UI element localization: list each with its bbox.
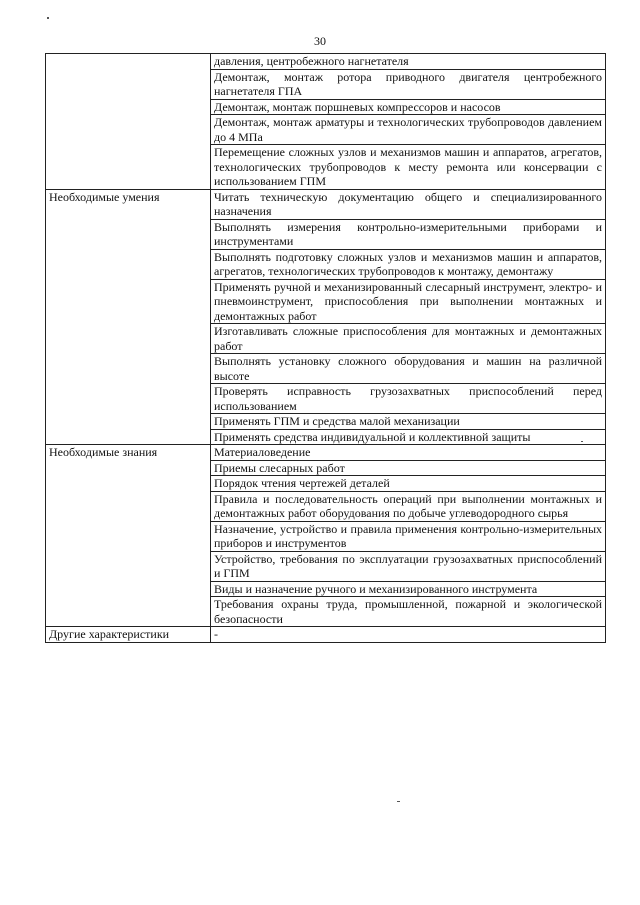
other-characteristics-value: - — [211, 627, 606, 643]
page-number: 30 — [314, 34, 326, 48]
list-item: Читать техническую документацию общего и специализированного назначения — [211, 189, 606, 219]
list-item: Применять ручной и механизированный слесарный инструмент, электро- и пневмоинструмент, приспособления при выполнении монтажных и демонтажных работ — [211, 279, 606, 324]
list-item: Применять ГПМ и средства малой механизации — [211, 414, 606, 430]
list-item: Правила и последовательность операций при выполнении монтажных и демонтажных работ оборудования по добыче углеводородного сырья — [211, 491, 606, 521]
empty-label-cell — [46, 54, 211, 190]
table-row — [46, 445, 606, 461]
list-item: Приемы слесарных работ — [211, 460, 606, 476]
other-characteristics-label: Другие характеристики — [46, 627, 211, 643]
table-row — [46, 627, 606, 643]
list-item: Виды и назначение ручного и механизированного инструмента — [211, 581, 606, 597]
knowledge-label: Необходимые знания — [46, 445, 211, 627]
list-item: Назначение, устройство и правила применения контрольно-измерительных приборов и инструментов — [211, 521, 606, 551]
list-item: Демонтаж, монтаж поршневых компрессоров и насосов — [211, 99, 606, 115]
list-item: Материаловедение — [211, 445, 606, 461]
list-item: Применять средства индивидуальной и коллективной защиты — [211, 429, 606, 445]
list-item: Выполнять подготовку сложных узлов и механизмов машин и аппаратов, агрегатов, технологических трубопроводов к монтажу, демонтажу — [211, 249, 606, 279]
list-item: Выполнять измерения контрольно-измерительными приборами и инструментами — [211, 219, 606, 249]
list-item: Порядок чтения чертежей деталей — [211, 476, 606, 492]
scan-speck — [397, 801, 400, 802]
list-item: Устройство, требования по эксплуатации грузозахватных приспособлений и ГПМ — [211, 551, 606, 581]
list-item: Демонтаж, монтаж ротора приводного двигателя центробежного нагнетателя ГПА — [211, 69, 606, 99]
table-row — [46, 54, 606, 70]
list-item: Изготавливать сложные приспособления для монтажных и демонтажных работ — [211, 324, 606, 354]
scan-speck — [581, 441, 583, 442]
list-item: Перемещение сложных узлов и механизмов машин и аппаратов, агрегатов, технологических трубопроводов к месту ремонта или консервации с использованием ГПМ — [211, 145, 606, 190]
table-row — [46, 189, 606, 219]
requirements-table — [45, 53, 606, 643]
list-item: Проверять исправность грузозахватных приспособлений перед использованием — [211, 384, 606, 414]
list-item: Требования охраны труда, промышленной, пожарной и экологической безопасности — [211, 597, 606, 627]
list-item: Демонтаж, монтаж арматуры и технологических трубопроводов давлением до 4 МПа — [211, 115, 606, 145]
scan-speck — [47, 17, 49, 19]
list-item: давления, центробежного нагнетателя — [211, 54, 606, 70]
skills-label: Необходимые умения — [46, 189, 211, 445]
list-item: Выполнять установку сложного оборудования и машин на различной высоте — [211, 354, 606, 384]
